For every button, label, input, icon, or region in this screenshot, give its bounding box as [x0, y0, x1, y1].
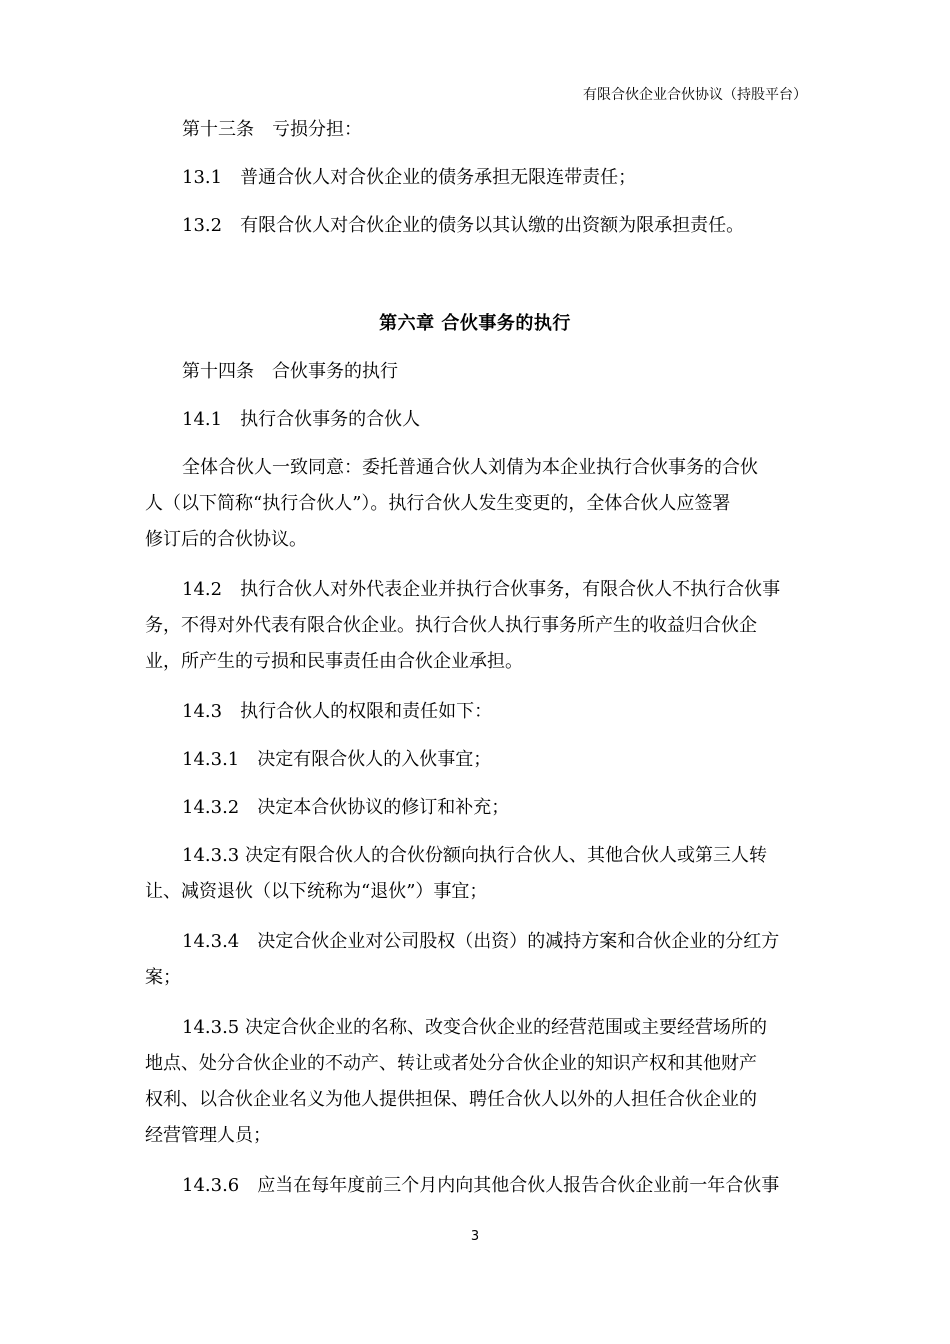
clause-13-2: 13.2 有限合伙人对合伙企业的债务以其认缴的出资额为限承担责任。	[182, 215, 745, 236]
clause-14-3-2: 14.3.2 决定本合伙协议的修订和补充；	[182, 797, 510, 818]
paragraph-line: 人（以下简称“执行合伙人”）。执行合伙人发生变更的，全体合伙人应签署	[145, 493, 731, 514]
paragraph-line: 经营管理人员；	[145, 1125, 271, 1146]
paragraph-line: 案；	[145, 967, 181, 988]
clause-14-3-5: 14.3.5 决定合伙企业的名称、改变合伙企业的经营范围或主要经营场所的	[182, 1017, 767, 1038]
paragraph-line: 让、减资退伙（以下统称为“退伙”）事宜；	[145, 881, 488, 902]
clause-14-3-6: 14.3.6 应当在每年度前三个月内向其他合伙人报告合伙企业前一年合伙事	[182, 1175, 780, 1196]
paragraph-line: 权利、以合伙企业名义为他人提供担保、聘任合伙人以外的人担任合伙企业的	[145, 1089, 757, 1110]
clause-14-2: 14.2 执行合伙人对外代表企业并执行合伙事务，有限合伙人不执行合伙事	[182, 579, 781, 600]
page-number: 3	[470, 1229, 480, 1244]
article-13-title: 第十三条 亏损分担：	[182, 119, 362, 140]
paragraph-line: 业，所产生的亏损和民事责任由合伙企业承担。	[145, 651, 523, 672]
paragraph-line: 务，不得对外代表有限合伙企业。执行合伙人执行事务所产生的收益归合伙企	[145, 615, 757, 636]
clause-14-1: 14.1 执行合伙事务的合伙人	[182, 409, 421, 430]
running-header: 有限合伙企业合伙协议（持股平台）	[583, 87, 807, 103]
clause-13-1: 13.1 普通合伙人对合伙企业的债务承担无限连带责任；	[182, 167, 637, 188]
paragraph-line: 地点、处分合伙企业的不动产、转让或者处分合伙企业的知识产权和其他财产	[145, 1053, 757, 1074]
clause-14-3-3: 14.3.3 决定有限合伙人的合伙份额向执行合伙人、其他合伙人或第三人转	[182, 845, 767, 866]
chapter-heading: 第六章 合伙事务的执行	[379, 313, 571, 334]
article-14-title: 第十四条 合伙事务的执行	[182, 361, 398, 382]
paragraph-line: 全体合伙人一致同意：委托普通合伙人刘倩为本企业执行合伙事务的合伙	[182, 457, 758, 478]
clause-14-3: 14.3 执行合伙人的权限和责任如下：	[182, 701, 493, 722]
clause-14-3-1: 14.3.1 决定有限合伙人的入伙事宜；	[182, 749, 492, 770]
paragraph-line: 修订后的合伙协议。	[145, 529, 307, 550]
clause-14-3-4: 14.3.4 决定合伙企业对公司股权（出资）的减持方案和合伙企业的分红方	[182, 931, 780, 952]
